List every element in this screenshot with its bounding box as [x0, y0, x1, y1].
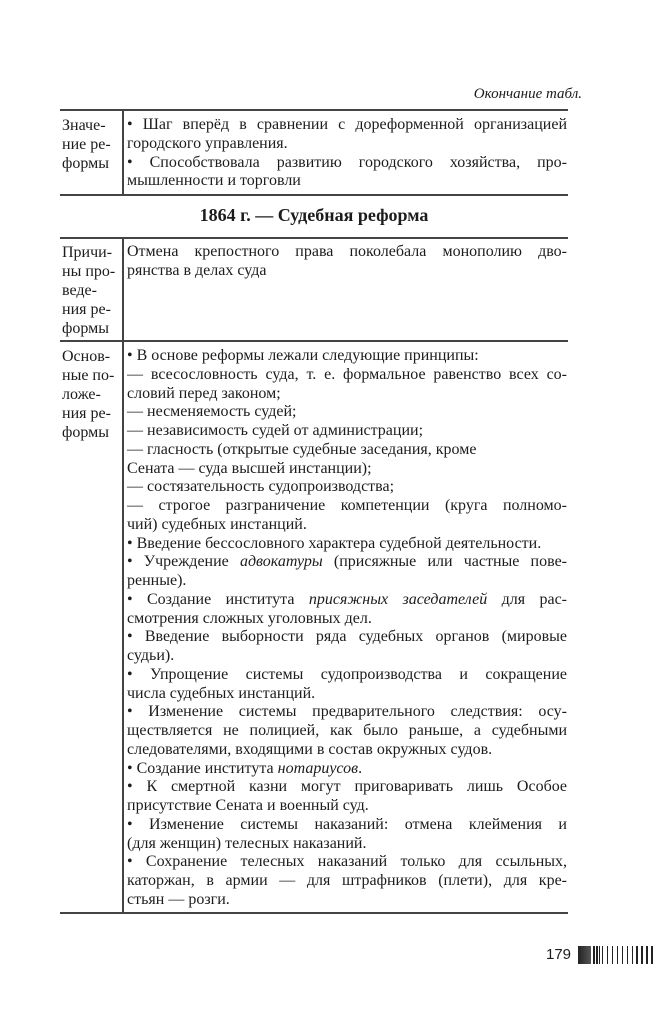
text-segment: • Учреждение	[127, 553, 240, 571]
text-segment: • Изменение системы предварительного следствия: осу-	[127, 703, 567, 721]
content-line	[127, 778, 567, 797]
content-line	[127, 347, 567, 366]
content-line	[127, 135, 567, 154]
text-segment: .	[358, 759, 363, 777]
table-top-rule	[60, 109, 568, 111]
content-line	[127, 703, 567, 722]
edge-bar	[593, 946, 594, 964]
text-segment: ществляется не полицией, как было раньше, а судебными	[127, 722, 567, 739]
text-segment: • В основе реформы лежали следующие принципы:	[127, 347, 479, 364]
content-line	[127, 685, 567, 704]
content-line	[127, 647, 567, 666]
italic-term: присяжных заседателей	[308, 590, 488, 608]
content-line	[127, 422, 567, 441]
text-segment: • Изменение системы наказаний: отмена клеймения и	[127, 815, 567, 833]
table-top-rule	[60, 237, 568, 239]
label-line: ны про-	[62, 263, 116, 280]
label-line: формы	[62, 155, 109, 172]
row-label	[62, 243, 120, 338]
text-segment: • Введение бессословного характера судебной деятельности.	[127, 534, 542, 552]
text-segment: следователями, входящими в состав окружных судов.	[127, 740, 493, 758]
label-line: ложе-	[62, 386, 101, 403]
label-line: формы	[62, 424, 109, 441]
edge-bar	[602, 946, 603, 964]
row-label	[62, 347, 120, 442]
label-line: веде-	[62, 282, 97, 299]
content-line	[127, 154, 567, 173]
content-line	[127, 553, 567, 572]
text-segment: • Упрощение системы судопроизводства и сокращение	[127, 665, 567, 683]
text-segment: (присяжные или частные пове-	[322, 553, 567, 571]
content-line	[127, 666, 567, 685]
label-line: ния ре-	[62, 405, 111, 422]
content-line	[127, 853, 567, 872]
content-line	[127, 610, 567, 629]
edge-bar	[622, 946, 623, 964]
edge-bar	[578, 946, 591, 964]
label-line: Причи-	[62, 244, 113, 261]
italic-term: адвокатуры	[239, 553, 323, 571]
content-line	[127, 403, 567, 422]
content-line	[127, 835, 567, 854]
text-segment: ренные).	[127, 572, 187, 589]
content-line	[127, 572, 567, 591]
content-line	[127, 385, 567, 404]
content-line	[127, 497, 567, 516]
content-line	[127, 797, 567, 816]
content-line	[127, 366, 567, 385]
label-line: ния ре-	[62, 301, 111, 318]
text-segment: • Способствовала развитию городского хозяйства, про-	[127, 153, 567, 171]
content-line	[127, 872, 567, 891]
text-segment: присутствие Сената и военный суд.	[127, 797, 369, 814]
text-segment: рянства в делах суда	[127, 261, 267, 279]
content-line	[127, 478, 567, 497]
row-content	[127, 243, 567, 281]
text-segment: — строгое разграничение компетенции (круга полномо-	[127, 497, 567, 514]
content-line	[127, 591, 567, 610]
edge-bar	[641, 946, 642, 964]
label-line: Основ-	[62, 348, 111, 365]
text-segment: смотрения сложных уголовных дел.	[127, 609, 372, 627]
text-segment: судьи).	[127, 647, 175, 664]
table-bottom-rule	[60, 194, 568, 196]
content-line	[127, 722, 567, 741]
content-line	[127, 741, 567, 760]
text-segment: городского управления.	[127, 134, 288, 152]
content-line	[127, 760, 567, 779]
content-line	[127, 441, 567, 460]
label-line: формы	[62, 320, 109, 337]
italic-term: нотариусов	[277, 759, 359, 777]
content-line	[127, 172, 567, 191]
table-bottom-rule	[60, 912, 568, 914]
content-line	[127, 891, 567, 910]
edge-bar	[636, 946, 637, 964]
label-line: ные по-	[62, 367, 115, 384]
row-divider	[60, 340, 568, 342]
text-segment: Отмена крепостного права поколебала монополию дво-	[127, 243, 567, 260]
content-line	[127, 628, 567, 647]
edge-bar	[627, 946, 628, 964]
page-edge-bars	[578, 946, 656, 964]
text-segment: • Создание института	[127, 590, 309, 608]
text-segment: — состязательность судопроизводства;	[127, 478, 395, 496]
row-label	[62, 116, 120, 173]
text-segment: • Шаг вперёд в сравнении с дореформенной организацией	[127, 116, 567, 133]
edge-bar	[646, 946, 647, 964]
row-content	[127, 116, 567, 191]
content-line	[127, 116, 567, 135]
text-segment: для рас-	[487, 590, 567, 608]
content-line	[127, 816, 567, 835]
text-segment: • Введение выборности ряда судебных органов (мировые	[127, 628, 567, 646]
edge-bar	[596, 946, 597, 964]
section-heading: 1864 г. — Судебная реформа	[199, 205, 429, 225]
text-segment: — гласность (открытые судебные заседания, кроме	[127, 440, 477, 458]
row-content	[127, 347, 567, 910]
text-segment: (для женщин) телесных наказаний.	[127, 834, 367, 852]
label-line: Значе-	[62, 117, 106, 134]
edge-bar	[617, 946, 618, 964]
text-segment: • Сохранение телесных наказаний только для ссыльных,	[127, 853, 567, 871]
text-segment: каторжан, в армии — для штрафников (плети), для кре-	[127, 872, 567, 889]
text-segment: мышленности и торговли	[127, 172, 301, 190]
text-segment: Сената — суда высшей инстанции);	[127, 459, 372, 477]
edge-bar	[612, 946, 613, 964]
content-line	[127, 535, 567, 554]
text-segment: — несменяемость судей;	[127, 403, 297, 421]
content-line	[127, 516, 567, 535]
content-line	[127, 262, 567, 281]
edge-bar	[607, 946, 608, 964]
text-segment: • Создание института	[127, 759, 278, 777]
edge-bar	[599, 946, 600, 964]
text-segment: числа судебных инстанций.	[127, 684, 316, 702]
text-segment: словий перед законом;	[127, 384, 281, 402]
text-segment: чий) судебных инстанций.	[127, 515, 307, 533]
continuation-label: Окончание табл.	[473, 86, 582, 102]
edge-bar	[651, 946, 652, 964]
text-segment: стьян — розги.	[127, 890, 230, 908]
content-line	[127, 460, 567, 479]
text-segment: • К смертной казни могут приговаривать лишь Особое	[127, 778, 567, 796]
text-segment: — независимость судей от администрации;	[127, 422, 424, 439]
column-divider	[122, 111, 124, 195]
edge-bar	[632, 946, 633, 964]
text-segment: — всесословность суда, т. е. формальное равенство всех со-	[127, 365, 567, 383]
content-line	[127, 243, 567, 262]
page-number: 179	[546, 946, 572, 963]
label-line: ние ре-	[62, 136, 111, 153]
